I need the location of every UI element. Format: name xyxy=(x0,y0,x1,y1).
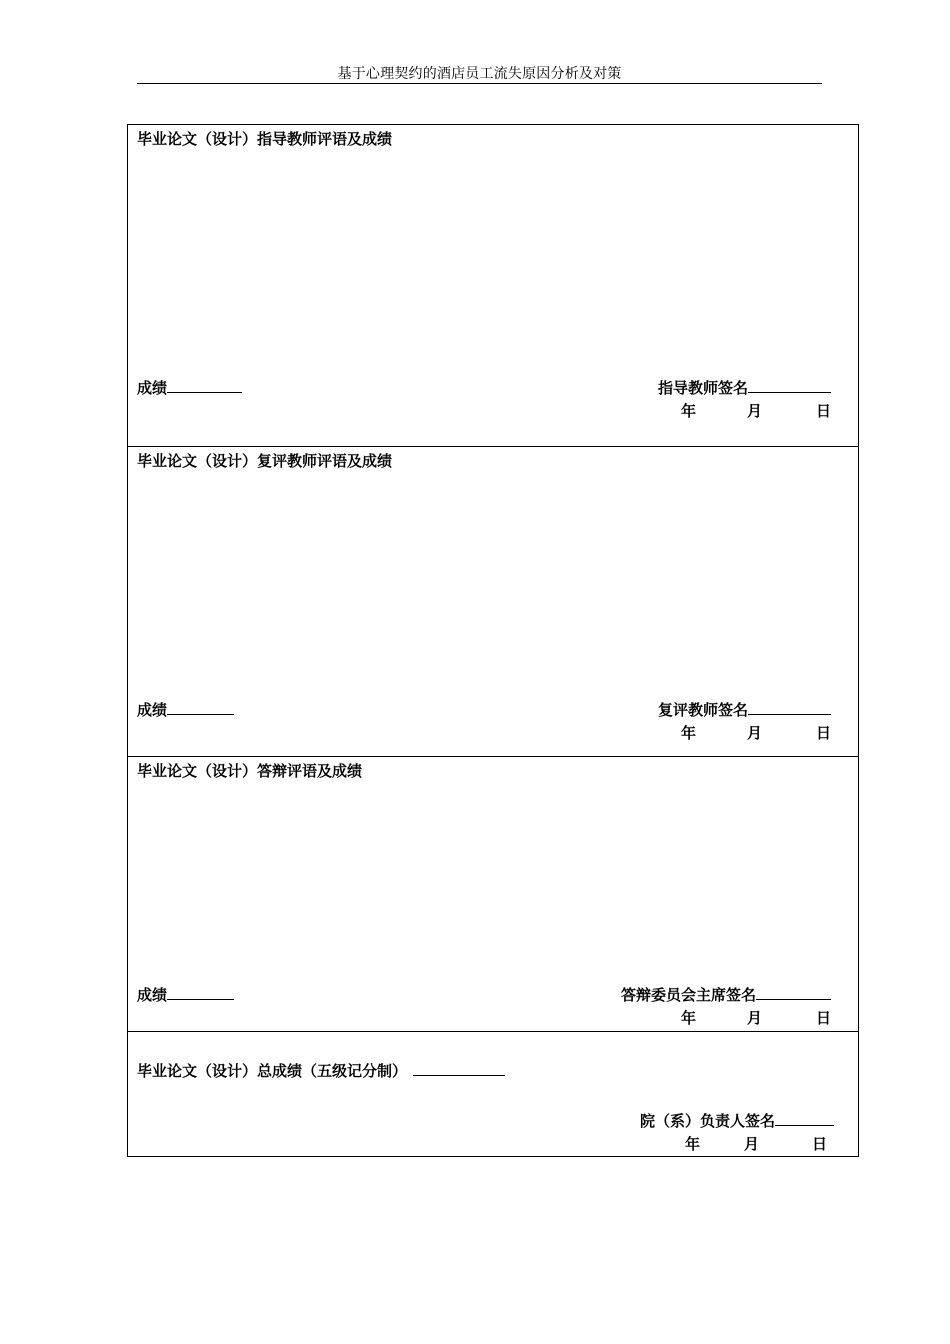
header-rule xyxy=(137,83,822,84)
advisor-signature xyxy=(658,378,831,397)
total-date-year: 年 xyxy=(685,1135,701,1153)
reviewer-grade-blank[interactable] xyxy=(167,700,234,715)
reviewer-section-title: 毕业论文（设计）复评教师评语及成绩 xyxy=(137,452,393,470)
advisor-section-title: 毕业论文（设计）指导教师评语及成绩 xyxy=(137,130,393,148)
defense-section-title: 毕业论文（设计）答辩评语及成绩 xyxy=(137,762,363,780)
reviewer-signature xyxy=(658,700,831,719)
defense-date-month: 月 xyxy=(747,1009,763,1027)
reviewer-signature-blank[interactable] xyxy=(748,700,831,715)
defense-grade-blank[interactable] xyxy=(167,985,234,1000)
dean-signature xyxy=(640,1111,834,1130)
dean-signature-label: 院（系）负责人签名 xyxy=(639,1112,775,1130)
total-grade xyxy=(137,1061,505,1080)
reviewer-date-day: 日 xyxy=(816,724,832,742)
defense-signature-label: 答辩委员会主席签名 xyxy=(620,986,756,1004)
advisor-date-month: 月 xyxy=(747,402,763,420)
dean-signature-blank[interactable] xyxy=(775,1111,834,1126)
total-date-day: 日 xyxy=(812,1135,828,1153)
total-grade-label: 毕业论文（设计）总成绩（五级记分制） xyxy=(137,1062,408,1080)
defense-grade-label: 成绩 xyxy=(137,986,168,1004)
advisor-signature-label: 指导教师签名 xyxy=(657,379,748,397)
total-section xyxy=(128,1031,858,1157)
defense-grade xyxy=(137,985,234,1004)
total-grade-blank[interactable] xyxy=(413,1061,505,1076)
evaluation-form xyxy=(127,124,859,1157)
page-header-title: 基于心理契约的酒店员工流失原因分析及对策 xyxy=(337,66,622,82)
advisor-signature-blank[interactable] xyxy=(748,378,831,393)
reviewer-date-month: 月 xyxy=(747,724,763,742)
defense-signature-blank[interactable] xyxy=(756,985,831,1000)
reviewer-section xyxy=(128,446,858,757)
reviewer-signature-label: 复评教师签名 xyxy=(657,701,748,719)
advisor-grade-blank[interactable] xyxy=(167,378,242,393)
reviewer-date-year: 年 xyxy=(681,724,697,742)
defense-date-year: 年 xyxy=(681,1009,697,1027)
reviewer-grade xyxy=(137,700,234,719)
defense-signature xyxy=(621,985,831,1004)
advisor-grade-label: 成绩 xyxy=(137,379,168,397)
defense-section xyxy=(128,756,858,1032)
advisor-grade xyxy=(137,378,242,397)
advisor-section xyxy=(128,125,858,446)
reviewer-grade-label: 成绩 xyxy=(137,701,168,719)
total-date-month: 月 xyxy=(744,1135,760,1153)
advisor-date-year: 年 xyxy=(681,402,697,420)
defense-date-day: 日 xyxy=(816,1009,832,1027)
advisor-date-day: 日 xyxy=(816,402,832,420)
